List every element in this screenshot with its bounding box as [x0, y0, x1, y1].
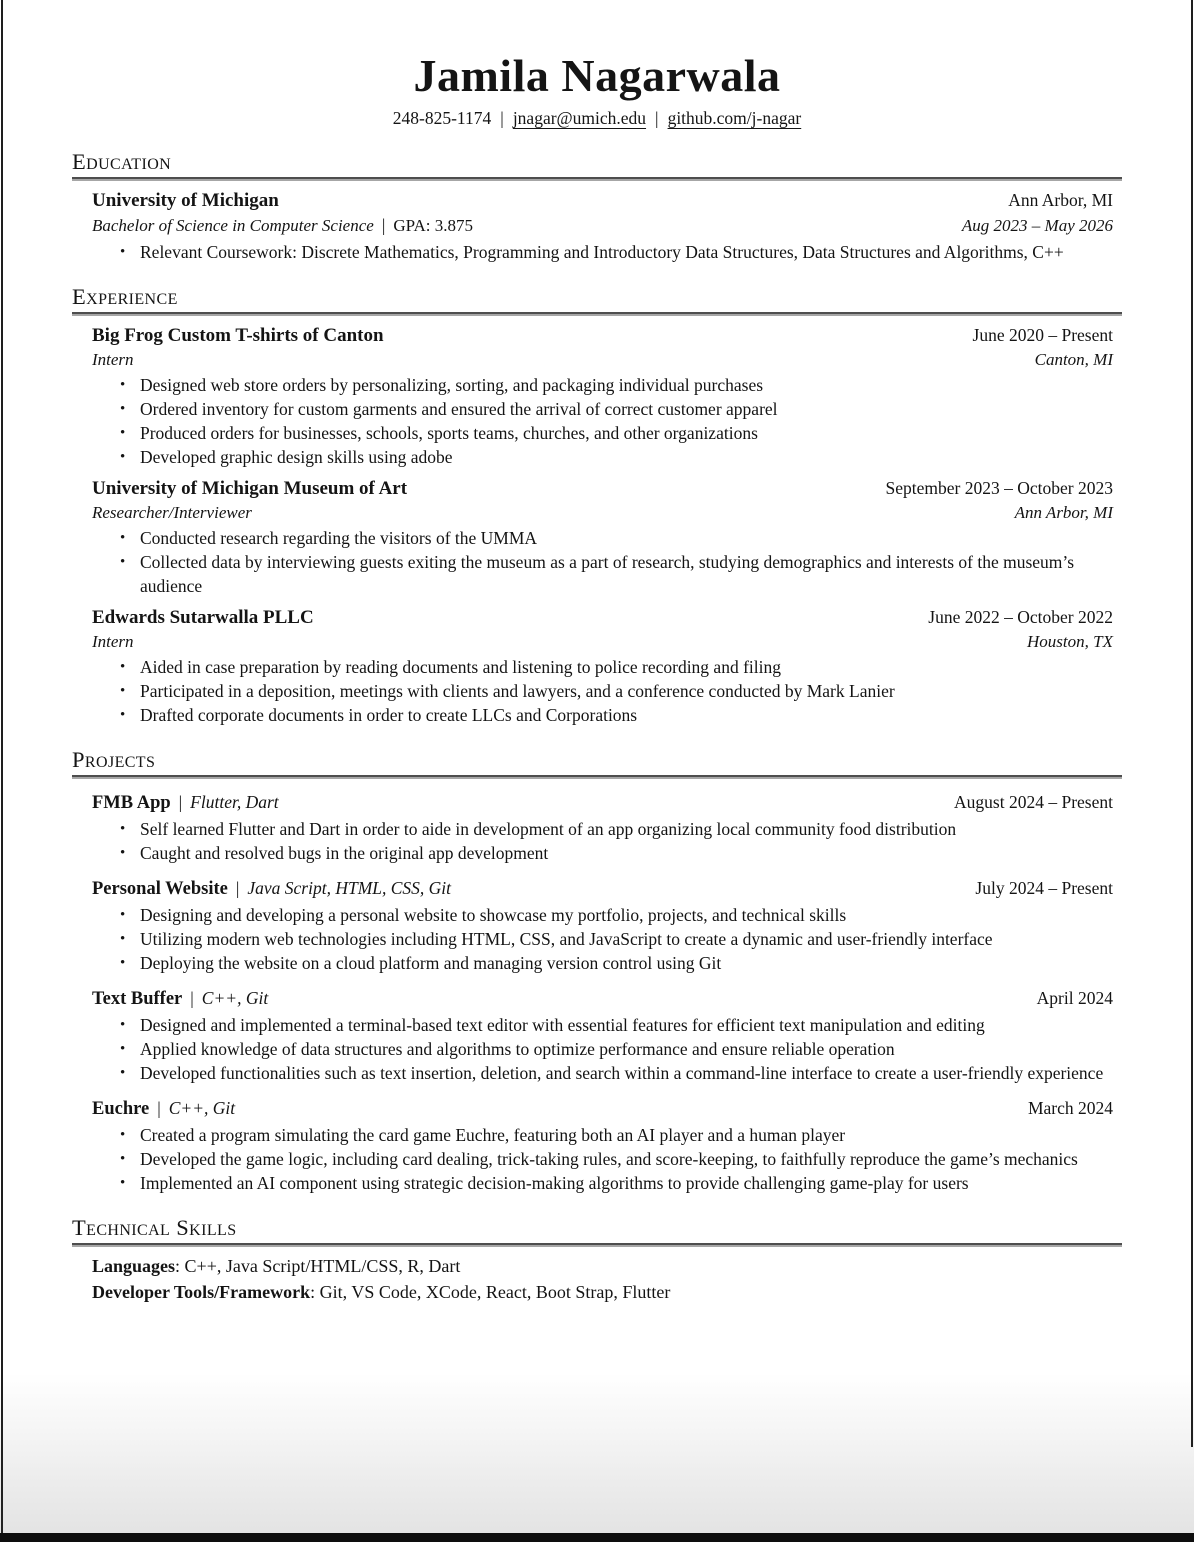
project-separator: |: [190, 987, 194, 1008]
project-name: Euchre: [92, 1098, 150, 1119]
section-rule: [72, 177, 1122, 181]
job-title: Intern: [92, 349, 134, 369]
bullet-icon: •: [120, 682, 126, 699]
bullet-icon: •: [120, 906, 126, 923]
experience-bullet: • Developed graphic design skills using adobe: [120, 446, 453, 467]
experience-bullet: • Drafted corporate documents in order to create LLCs and Corporations: [120, 704, 638, 725]
project-entry-personal-website: [72, 876, 1122, 975]
section-rule: [72, 775, 1122, 779]
project-name: Text Buffer: [92, 988, 183, 1009]
contact-separator: |: [655, 107, 659, 128]
education-entry: [72, 188, 1122, 264]
experience-dates: September 2023 – October 2023: [885, 477, 1113, 498]
job-location: Ann Arbor, MI: [1014, 502, 1113, 522]
section-technical-skills: [72, 1215, 1122, 1305]
bullet-icon: •: [120, 1150, 126, 1167]
project-dates: March 2024: [1027, 1097, 1113, 1118]
experience-bullet: • Conducted research regarding the visitors of the UMMA: [120, 527, 538, 548]
experience-bullet: • Ordered inventory for custom garments and ensured the arrival of correct customer apparel: [120, 398, 778, 419]
project-head: [72, 877, 451, 902]
job-location: Houston, TX: [1027, 631, 1113, 651]
project-dates: July 2024 – Present: [975, 877, 1113, 898]
bullet-icon: •: [120, 1016, 126, 1033]
experience-dates: June 2020 – Present: [972, 324, 1113, 345]
experience-dates: June 2022 – October 2022: [928, 606, 1113, 627]
project-tech: Java Script, HTML, CSS, Git: [247, 877, 452, 898]
section-experience: [72, 284, 1122, 727]
education-dates: Aug 2023 – May 2026: [961, 215, 1113, 235]
project-separator: |: [235, 877, 240, 898]
project-dates: August 2024 – Present: [954, 791, 1113, 812]
education-bullet: • Relevant Coursework: Discrete Mathematics, Programming and Introductory Data Structures, Data Structures and Algorithms, C++: [120, 241, 1064, 262]
project-bullet: • Self learned Flutter and Dart in order to aide in development of an app organizing local community food distribution: [120, 818, 957, 839]
bullet-icon: •: [120, 930, 126, 947]
bullet-icon: •: [120, 706, 126, 723]
company-name: University of Michigan Museum of Art: [92, 477, 408, 499]
project-bullet: • Implemented an AI component using strategic decision-making algorithms to provide challenging game-play for users: [120, 1172, 969, 1193]
bullet-icon: •: [120, 954, 126, 971]
project-name: Personal Website: [92, 878, 228, 899]
section-title-projects: Projects: [72, 746, 156, 772]
viewer-bottom-bar: [0, 1533, 1194, 1542]
project-entry-euchre: [72, 1096, 1122, 1195]
skills-developer-tools: [92, 1279, 1122, 1305]
contact-separator: |: [500, 107, 504, 128]
project-separator: |: [178, 791, 183, 812]
bullet-icon: •: [120, 424, 126, 441]
bullet-icon: •: [120, 1174, 126, 1191]
section-title-education: Education: [72, 148, 172, 174]
bullet-icon: •: [120, 243, 126, 260]
section-rule: [72, 1243, 1122, 1247]
project-tech: Flutter, Dart: [190, 791, 279, 812]
bullet-icon: •: [120, 1126, 126, 1143]
project-tech: C++, Git: [168, 1097, 236, 1118]
page-bottom-shadow: [0, 1373, 1194, 1533]
experience-bullet: • Designed web store orders by personalizing, sorting, and packaging individual purchases: [120, 374, 764, 395]
project-bullet: • Caught and resolved bugs in the original app development: [120, 842, 549, 863]
section-rule: [72, 312, 1122, 316]
project-head: [72, 987, 268, 1012]
skills-label: Languages: [92, 1255, 176, 1276]
skills-colon: :: [175, 1255, 185, 1276]
section-education: [72, 149, 1122, 264]
bullet-icon: •: [120, 400, 126, 417]
section-title-experience: Experience: [72, 283, 178, 309]
bullet-icon: •: [120, 844, 126, 861]
school-name: University of Michigan: [92, 189, 279, 211]
job-title: Intern: [92, 631, 134, 651]
project-name: FMB App: [92, 792, 171, 813]
project-dates: April 2024: [1036, 987, 1113, 1008]
bullet-icon: •: [120, 658, 126, 675]
skills-languages: [92, 1253, 1122, 1279]
experience-bullet: • Produced orders for businesses, schools, sports teams, churches, and other organizations: [120, 422, 758, 443]
experience-entry-bigfrog: [72, 323, 1122, 469]
project-entry-fmb-app: [72, 790, 1122, 865]
bullet-icon: •: [120, 553, 126, 570]
skills-colon: :: [310, 1281, 320, 1302]
page-border-right: [1191, 0, 1193, 1447]
skills-label: Developer Tools/Framework: [92, 1281, 311, 1302]
skills-value: C++, Java Script/HTML/CSS, R, Dart: [184, 1255, 461, 1276]
section-title-technical-skills: Technical Skills: [72, 1214, 237, 1240]
project-bullet: • Designed and implemented a terminal-based text editor with essential features for efficient text manipulation and editing: [120, 1014, 985, 1035]
email-link[interactable]: jnagar@umich.edu: [512, 107, 647, 128]
project-head: [72, 791, 279, 816]
project-bullet: • Developed the game logic, including card dealing, trick-taking rules, and score-keeping, to faithfully reproduce the game’s mechanics: [120, 1148, 1078, 1169]
experience-bullet: • Collected data by interviewing guests exiting the museum as a part of research, studying demographics and interests of the museum’s audience: [120, 551, 1075, 596]
project-head: [72, 1097, 235, 1122]
project-bullet: • Created a program simulating the card game Euchre, featuring both an AI player and a human player: [120, 1124, 846, 1145]
degree-separator: |: [381, 214, 386, 235]
project-bullet: • Designing and developing a personal website to showcase my portfolio, projects, and technical skills: [120, 904, 847, 925]
project-bullet: • Utilizing modern web technologies including HTML, CSS, and JavaScript to create a dynamic and user-friendly interface: [120, 928, 993, 949]
project-separator: |: [157, 1097, 161, 1118]
github-link[interactable]: github.com/j-nagar: [667, 107, 802, 128]
project-tech: C++, Git: [201, 987, 269, 1008]
page-border-left: [1, 0, 3, 1536]
bullet-icon: •: [120, 1040, 126, 1057]
bullet-icon: •: [120, 376, 126, 393]
experience-bullet: • Participated in a deposition, meetings with clients and lawyers, and a conference conducted by Mark Lanier: [120, 680, 895, 701]
project-entry-text-buffer: [72, 986, 1122, 1085]
section-projects: [72, 747, 1122, 1195]
experience-entry-umma: [72, 476, 1122, 598]
school-location: Ann Arbor, MI: [1008, 189, 1113, 210]
project-bullet: • Applied knowledge of data structures and algorithms to optimize performance and ensure reliable operation: [120, 1038, 895, 1059]
skills-value: Git, VS Code, XCode, React, Boot Strap, Flutter: [319, 1281, 671, 1302]
skills-block: [72, 1253, 1122, 1305]
contact-line: [72, 108, 1122, 129]
experience-bullet: • Aided in case preparation by reading documents and listening to police recording and filing: [120, 656, 781, 677]
job-title: Researcher/Interviewer: [92, 502, 252, 522]
company-name: Big Frog Custom T-shirts of Canton: [92, 324, 384, 346]
gpa-value: GPA: 3.875: [393, 215, 474, 235]
bullet-icon: •: [120, 1064, 126, 1081]
bullet-icon: •: [120, 529, 126, 546]
project-bullet: • Deploying the website on a cloud platform and managing version control using Git: [120, 952, 722, 973]
bullet-icon: •: [120, 820, 126, 837]
job-location: Canton, MI: [1034, 349, 1113, 369]
project-bullet: • Developed functionalities such as text insertion, deletion, and search within a command-line interface to create a user-friendly experience: [120, 1062, 1104, 1083]
degree-line: [72, 213, 473, 239]
company-name: Edwards Sutarwalla PLLC: [92, 606, 314, 628]
experience-entry-edwards: [72, 605, 1122, 727]
resume-name: Jamila Nagarwala: [413, 50, 781, 101]
degree-name: Bachelor of Science in Computer Science: [92, 215, 374, 235]
bullet-icon: •: [120, 448, 126, 465]
phone-number: 248-825-1174: [392, 107, 492, 128]
